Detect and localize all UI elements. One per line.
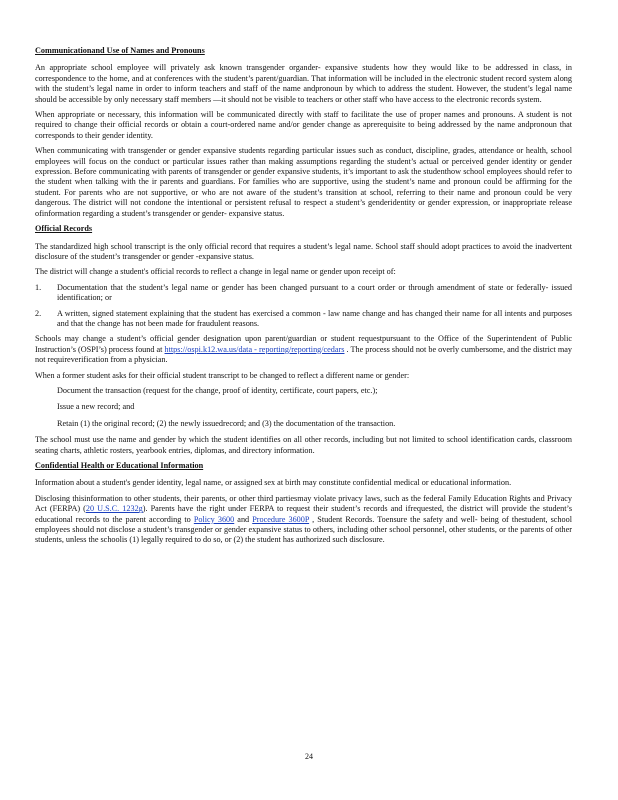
section-heading-official-records: Official Records [35, 224, 93, 234]
list-item-text: Documentation that the student’s legal name or gender has been changed pursuant to a court order or through amendment of state or federally- issued identification; or [57, 282, 572, 303]
paragraph: When appropriate or necessary, this information will be communicated directly with staff to facilitate the use of proper names and pronouns. A student is not required to change their official records or obtain a court-ordered name and/or gender change as aprerequisite to being addressed by the name andpronoun that corresponds to their gender identity. [35, 110, 572, 140]
bullet-list [35, 386, 572, 429]
text-run: , Student Records. Toensure the safety and well- being of thestudent, school employees should not disclose a student’s transgender or gender expansive status to others, including other school personnel, other students, or the parents of other students, unless the schoolis (1) legally required to do so, or (2) the student has authorized such disclosure. [35, 514, 572, 545]
list-number: 2. [35, 308, 42, 318]
text-run: Schools may change a student’s official gender designation upon parent/guardian or student requestpursuant to the Office of the Superintendent of Public Instruction’s (OSPI’s) process found at [35, 334, 572, 354]
list-item-text: Issue a new record; and [57, 402, 135, 412]
list-item [35, 283, 572, 304]
policy-3600-link[interactable]: Policy 3600 [193, 514, 235, 524]
paragraph: The standardized high school transcript is the only official record that requires a student’s legal name. School staff should adopt practices to avoid the inadvertent disclosure of the student’s transgender or gender -expansive status. [35, 241, 572, 261]
ospi-cedars-link[interactable]: https://ospi.k12.wa.us/data - reporting/reporting/cedars [164, 344, 345, 354]
paragraph: When communicating with transgender or gender expansive students regarding particular issues such as conduct, discipline, grades, attendance or health, school employees will focus on the conduct or particular issues rather than making assumptions regarding the student’s actual or perceived gender identity or gender expression. Before communicating with parents of transgender or gender expansive students, it’s important to ask the studenthow school employees should refer to the student when talking with the ir parents and guardians. For families who are supportive, using the student’s name and pronoun could be affirming for the student. For parents who are not supportive, or who are not aware of the student’s transition at school, referring to their name and pronoun could be very dangerous. The district will not condone the intentional or persistent refusal to respect a student’s genderidentity or gender expression, or inappropriate release ofinformation regarding a student’s transgender or gender- expansive status. [35, 146, 572, 218]
bullet-glyph-icon [35, 419, 57, 429]
paragraph: The school must use the name and gender by which the student identifies on all other records, including but not limited to school identification cards, classroom seating charts, athletic rosters, yearbook entries, diplomas, and directory information. [35, 435, 572, 455]
paragraph [35, 494, 572, 546]
paragraph: When a former student asks for their official student transcript to be changed to reflect a different name or gender: [35, 370, 410, 380]
procedure-3600p-link[interactable]: Procedure 3600P [252, 514, 310, 524]
list-item-text: A written, signed statement explaining that the student has exercised a common - law name change and has changed their name for all intents and purposes and that the change has not been made for fraudulent reasons. [57, 308, 572, 328]
paragraph [35, 334, 572, 365]
text-run: and [234, 514, 253, 524]
text-run: ). Parents have the right under FERPA to request their student’s records and ifrequested, the district will provide the student’s educational records to the parent according to [35, 504, 573, 524]
usc-1232g-link[interactable]: 20 U.S.C. 1232g [85, 504, 143, 514]
paragraph: The district will change a student's official records to reflect a change in legal name or gender upon receipt of: [35, 267, 396, 277]
bullet-glyph-icon [35, 386, 57, 396]
paragraph: An appropriate school employee will privately ask known transgender organder- expansive students how they would like to be addressed in class, in correspondence to the home, and at conferences with the student’s parent/guardian. That information will be included in the electronic student record system along with the student’s legal name in order to inform teachers and staff of the name andpronoun by which to address the student. However, the student’s legal name should be accessible by only necessary staff members —it should not be visible to teachers or other staff who have access to the electronic records system. [35, 63, 572, 104]
list-item-text: Retain (1) the original record; (2) the newly issuedrecord; and (3) the documentation of the transaction. [57, 418, 396, 428]
numbered-list [35, 283, 572, 330]
text-run: Disclosing thisinformation to other students, their parents, or other third partiesmay violate privacy laws, such as the federal Family Education Rights and Privacy Act (FERPA) ( [35, 493, 572, 514]
section-heading-names-pronouns: Communicationand Use of Names and Pronouns [35, 46, 205, 55]
list-item [35, 402, 572, 412]
list-item-text: Document the transaction (request for the change, proof of identity, certificate, court papers, etc.); [57, 385, 378, 395]
section-heading-confidential-info: Confidential Health or Educational Information [35, 461, 204, 470]
paragraph: Information about a student's gender identity, legal name, or assigned sex at birth may constitute confidential medical or educational information. [35, 478, 512, 488]
list-item [35, 309, 572, 330]
text-run: . The process should not be overly cumbersome, and the district may not requireverification from a physician. [35, 344, 572, 365]
page-number: 24 [305, 752, 313, 761]
list-item [35, 419, 572, 429]
list-number: 1. [35, 282, 42, 292]
bullet-glyph-icon [35, 402, 57, 412]
list-item [35, 386, 572, 396]
